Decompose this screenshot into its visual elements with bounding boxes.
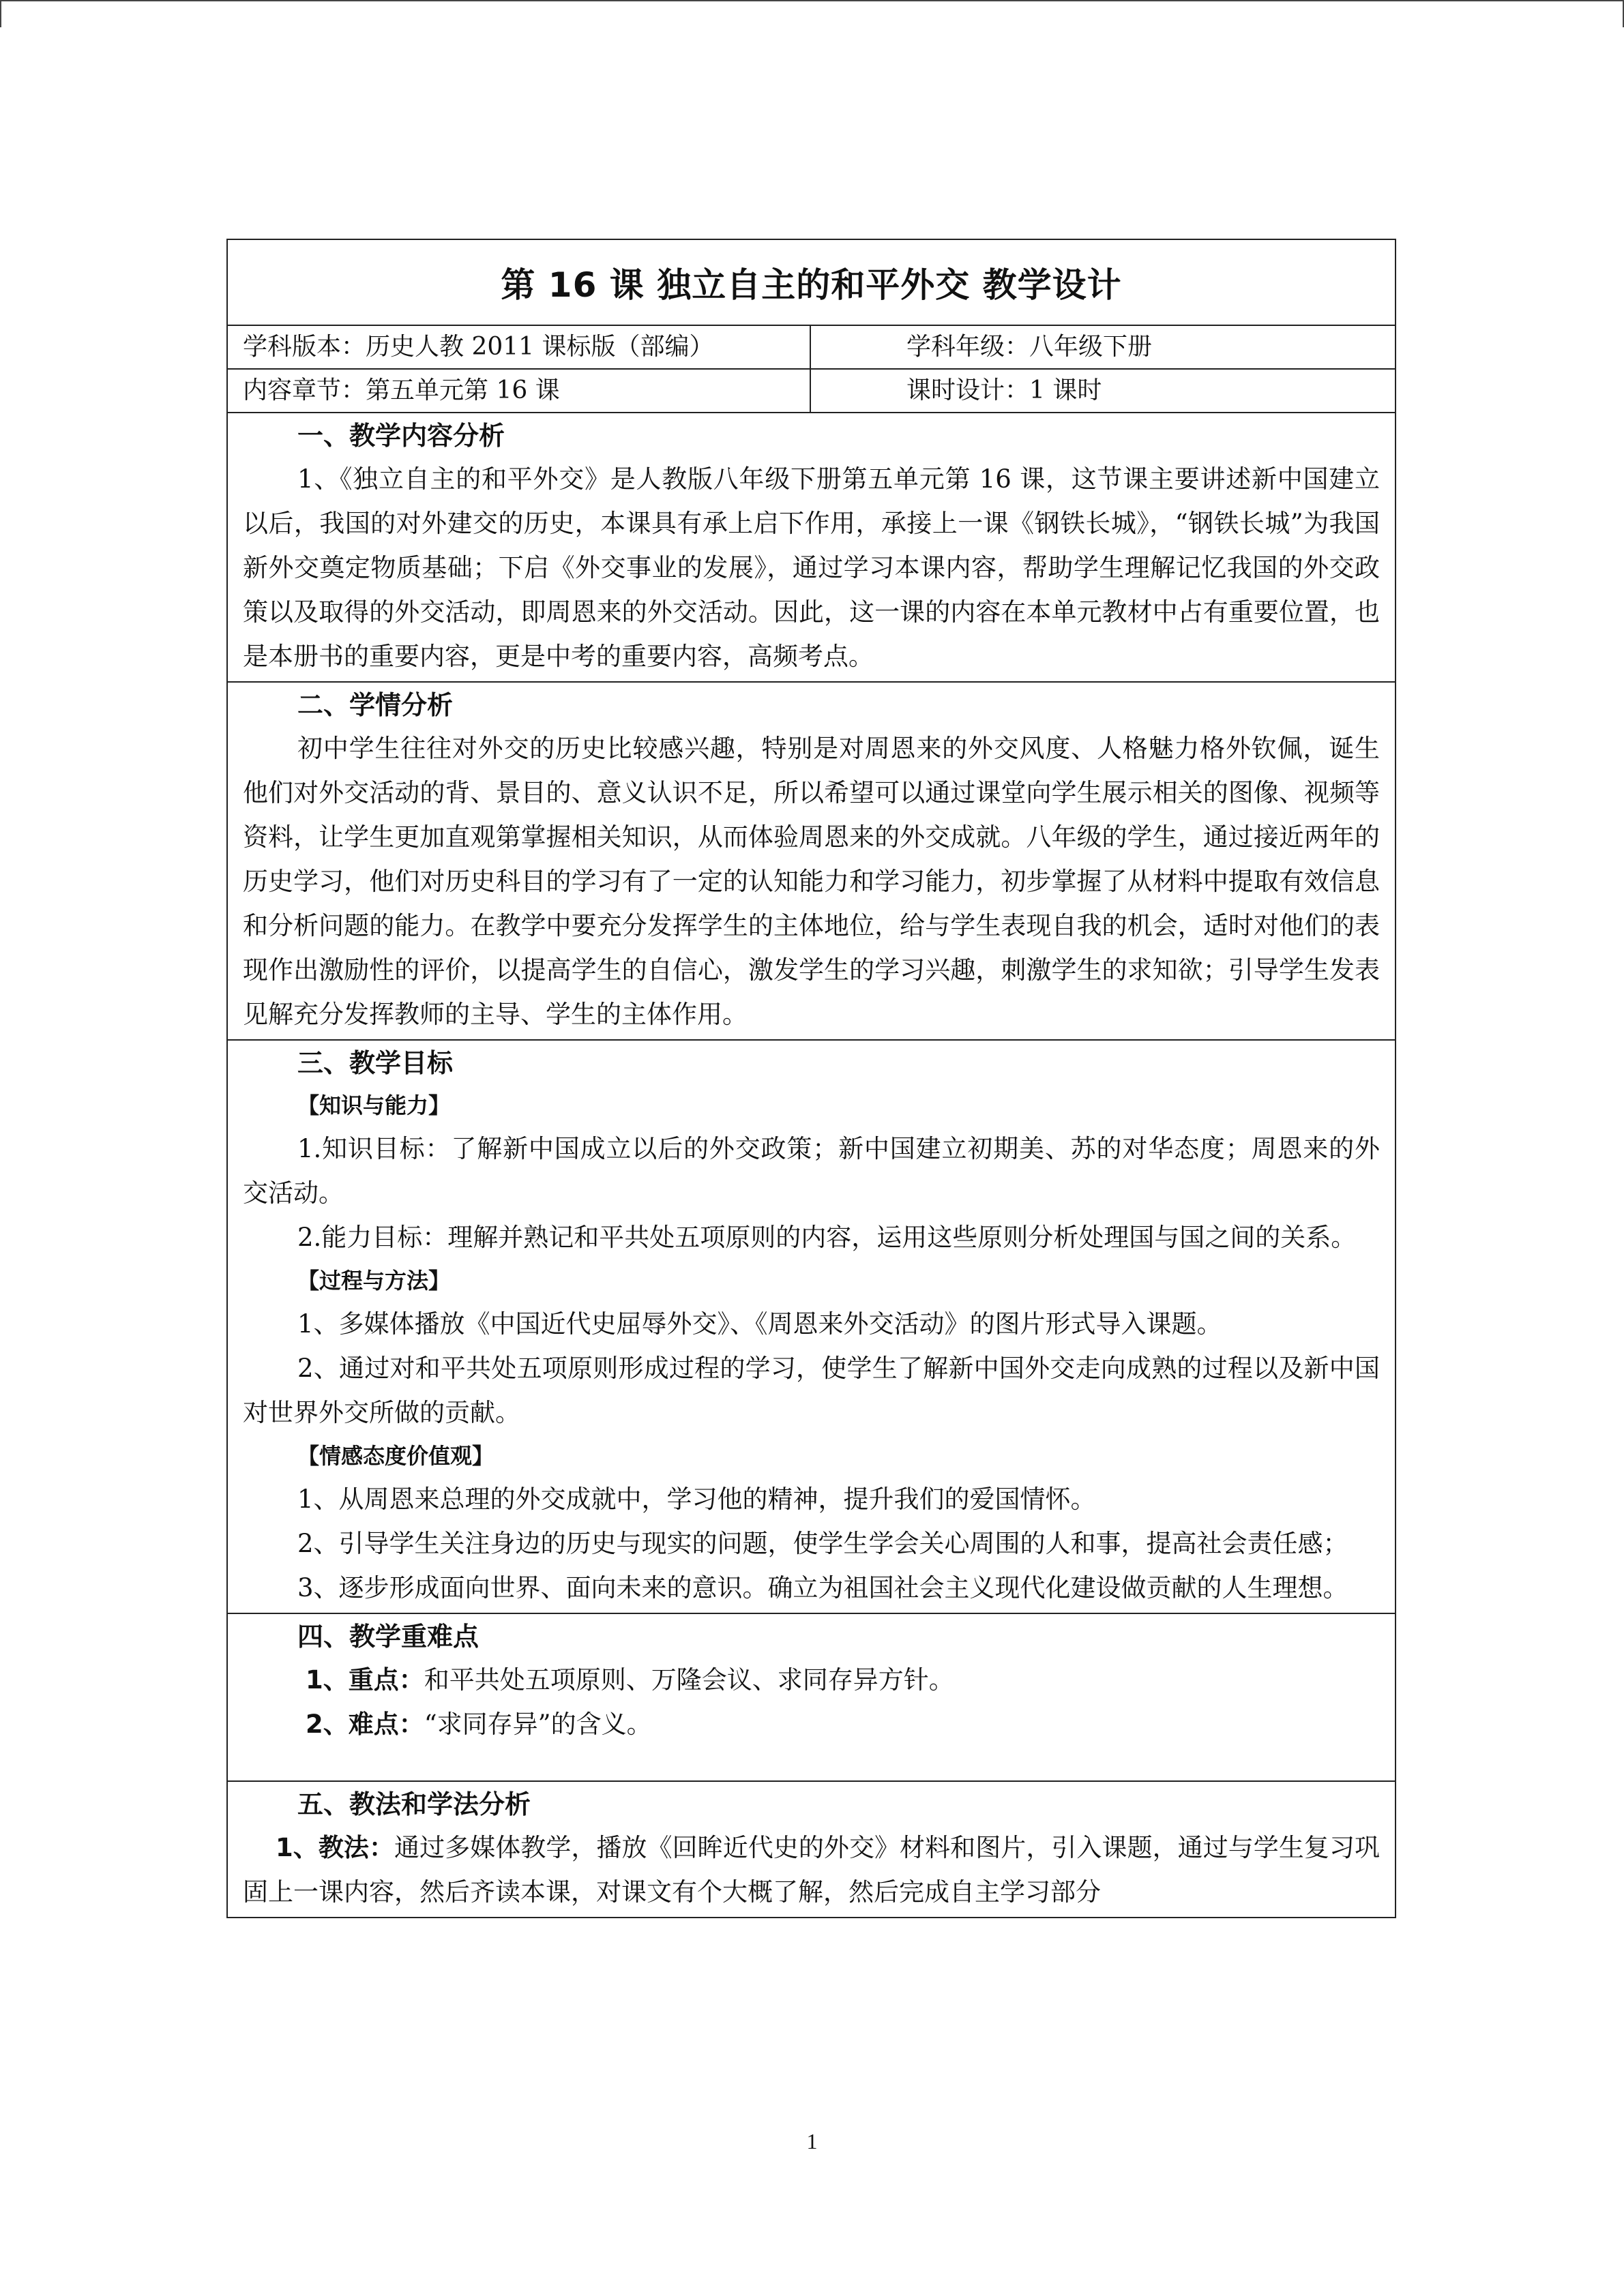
values-item: 1、从周恩来总理的外交成就中，学习他的精神，提升我们的爱国情怀。 <box>297 1485 1096 1514</box>
process-item: 1、多媒体播放《中国近代史屈辱外交》、《周恩来外交活动》的图片形式导入课题。 <box>297 1309 1222 1339</box>
document-title: 第 16 课 独立自主的和平外交 教学设计 <box>227 239 1396 325</box>
difficulty-label: 2、难点： <box>306 1710 424 1739</box>
values-item: 3、逐步形成面向世界、面向未来的意识。确立为祖国社会主义现代化建设做贡献的人生理想。 <box>297 1573 1348 1602</box>
difficulty-text: “求同存异”的含义。 <box>424 1710 652 1739</box>
section-heading: 一、教学内容分析 <box>297 421 505 451</box>
key-point-line <box>243 1658 1380 1702</box>
teaching-method-text: 通过多媒体教学，播放《回眸近代史的外交》材料和图片，引入课题，通过与学生复习巩固上一课内容，然后齐读本课，对课文有个大概了解，然后完成自主学习部分 <box>243 1833 1381 1907</box>
key-point-label: 1、重点： <box>306 1665 424 1695</box>
knowledge-objective: 1.知识目标：了解新中国成立以后的外交政策；新中国建立初期美、苏的对华态度；周恩来的外交活动。 <box>243 1134 1380 1208</box>
section-learner-analysis <box>227 682 1396 1040</box>
teaching-method-label: 1、教法： <box>276 1833 395 1862</box>
section-paragraph: 初中学生往往对外交的历史比较感兴趣，特别是对周恩来的外交风度、人格魅力格外钦佩，诞生他们对外交活动的背、景目的、意义认识不足，所以希望可以通过课堂向学生展示相关的图像、视频等资料，让学生更加直观第掌握相关知识，从而体验周恩来的外交成就。八年级的学生，通过接近两年的历史学习，他们对历史科目的学习有了一定的认知能力和学习能力，初步掌握了从材料中提取有效信息和分析问题的能力。在教学中要充分发挥学生的主体地位，给与学生表现自我的机会，适时对他们的表现作出激励性的评价，以提高学生的自信心，激发学生的学习兴趣，刺激学生的求知欲；引导学生发表见解充分发挥教师的主导、学生的主体作用。 <box>243 734 1380 1029</box>
section-methods <box>227 1781 1396 1918</box>
process-heading: 【过程与方法】 <box>297 1268 451 1294</box>
values-heading: 【情感态度价值观】 <box>297 1443 494 1469</box>
section-heading: 二、学情分析 <box>297 690 454 720</box>
page-left-border-mark <box>0 0 1 27</box>
grade: 学科年级：八年级下册 <box>810 325 1396 369</box>
section-content-analysis <box>227 413 1396 682</box>
section-key-points <box>227 1613 1396 1781</box>
section-heading: 五、教法和学法分析 <box>297 1789 531 1819</box>
values-item: 2、引导学生关注身边的历史与现实的问题，使学生学会关心周围的人和事，提高社会责任感； <box>297 1529 1348 1558</box>
section-paragraph: 1、《独立自主的和平外交》是人教版八年级下册第五单元第 16 课，这节课主要讲述新中国建立以后，我国的对外建交的历史，本课具有承上启下作用，承接上一课《钢铁长城》，“钢铁长城”为我国新外交奠定物质基础；下启《外交事业的发展》，通过学习本课内容，帮助学生理解记忆我国的外交政策以及取得的外交活动，即周恩来的外交活动。因此，这一课的内容在本单元教材中占有重要位置，也是本册书的重要内容，更是中考的重要内容，高频考点。 <box>243 464 1380 671</box>
section-objectives <box>227 1040 1396 1613</box>
class-period: 课时设计：1 课时 <box>810 369 1396 413</box>
lesson-plan-table <box>226 239 1396 1918</box>
teaching-method <box>243 1825 1380 1914</box>
ability-objective: 2.能力目标：理解并熟记和平共处五项原则的内容，运用这些原则分析处理国与国之间的关系。 <box>297 1223 1357 1252</box>
process-item: 2、通过对和平共处五项原则形成过程的学习，使学生了解新中国外交走向成熟的过程以及新中国对世界外交所做的贡献。 <box>243 1354 1380 1427</box>
section-heading: 四、教学重难点 <box>297 1622 479 1652</box>
section-heading: 三、教学目标 <box>297 1048 454 1078</box>
content-chapter: 内容章节：第五单元第 16 课 <box>227 369 810 413</box>
page-number: 1 <box>806 2129 818 2153</box>
subject-version: 学科版本：历史人教 2011 课标版（部编） <box>227 325 810 369</box>
page-top-border <box>0 0 1624 1</box>
difficulty-line <box>243 1702 1380 1746</box>
key-point-text: 和平共处五项原则、万隆会议、求同存异方针。 <box>424 1665 954 1695</box>
knowledge-heading: 【知识与能力】 <box>297 1092 451 1118</box>
